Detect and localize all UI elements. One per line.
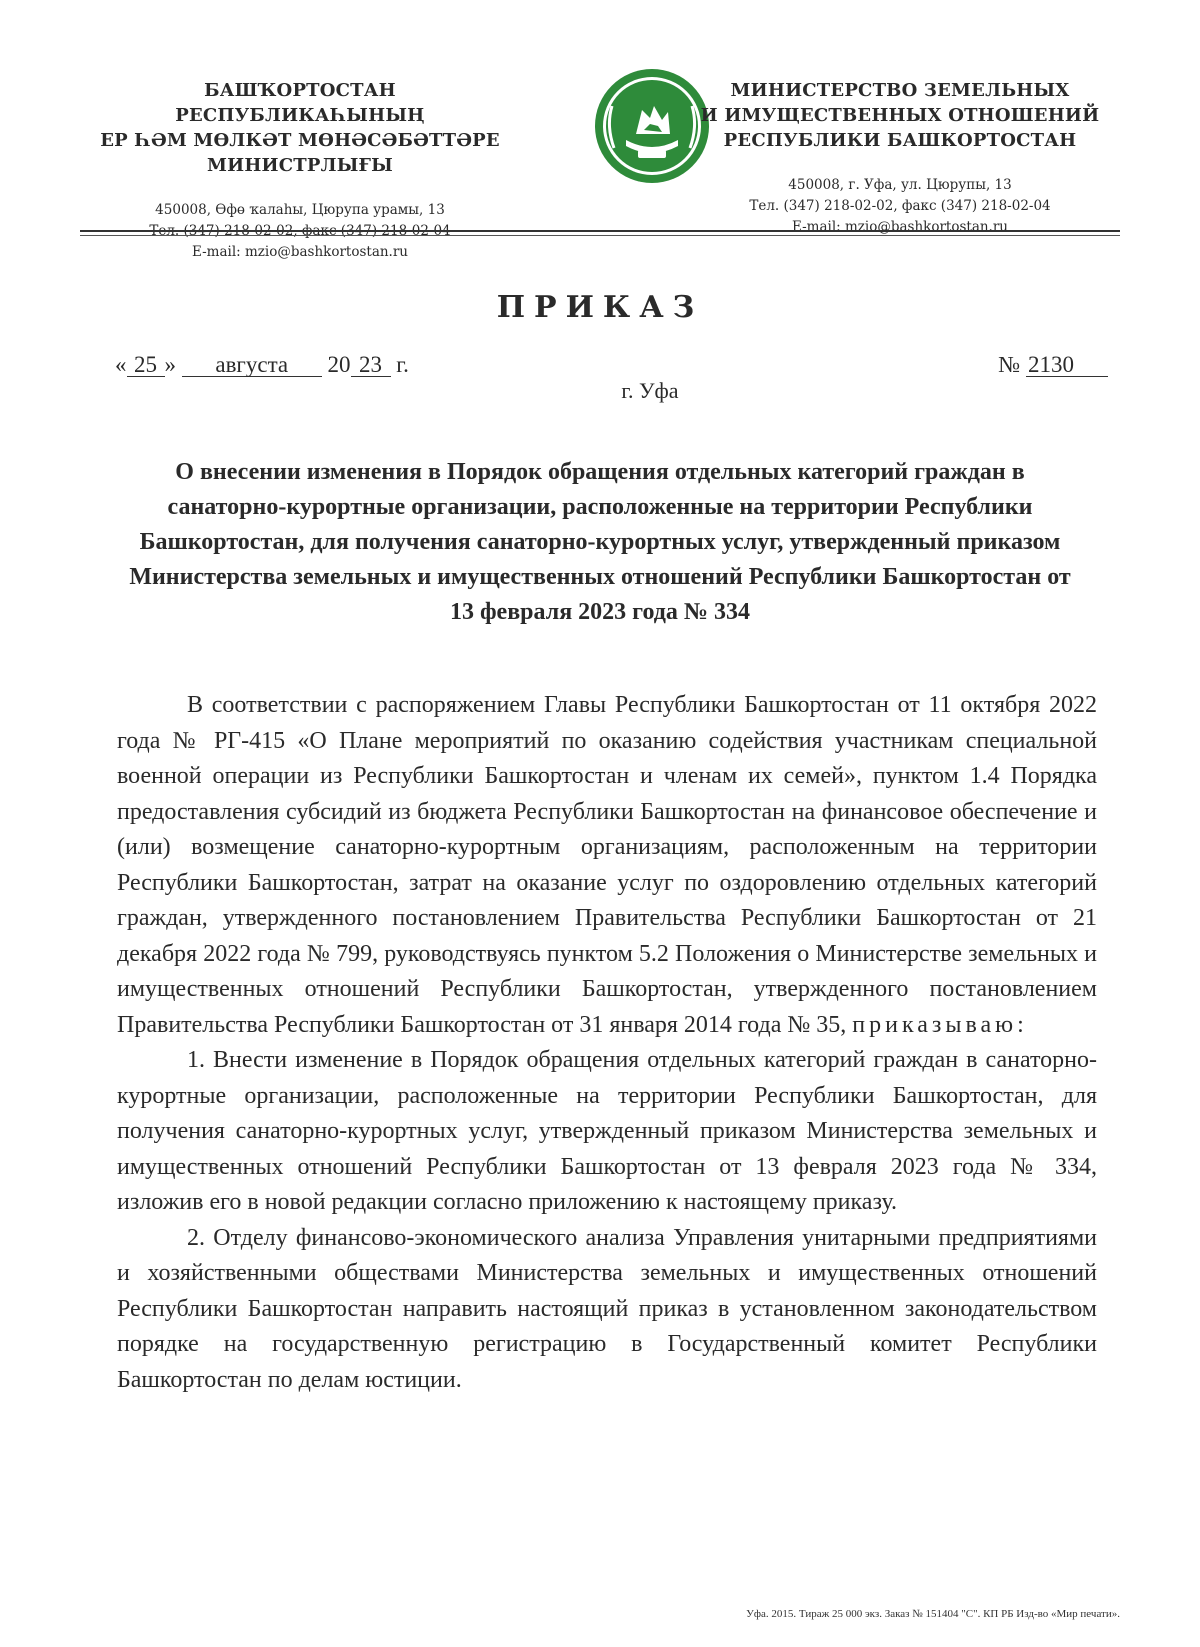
city: г. Уфа [621, 378, 679, 403]
date-year-mark: г. [396, 352, 409, 377]
letterhead [80, 78, 1120, 260]
org-line: МИНИСТЕРСТВО ЗЕМЕЛЬНЫХ [730, 80, 1070, 101]
email: E-mail: mzio@bashkortostan.ru [191, 244, 408, 260]
org-line: ЕР ҺӘМ МӨЛКӘТ МӨНӘСӘБӘТТӘРЕ [100, 130, 500, 151]
print-imprint: Уфа. 2015. Тираж 25 000 экз. Заказ № 151404 "С". КП РБ Изд-во «Мир печати». [746, 1608, 1120, 1620]
header-divider-thin [80, 235, 1120, 236]
preamble-text: В соответствии с распоряжением Главы Республики Башкортостан от 11 октября 2022 года № РГ-415 «О Плане мероприятий по оказанию содействия участникам специальной военной операции из Республики Башкортостан и членам их семей», пунктом 1.4 Порядка предоставления субсидий из бюджета Республики Башкортостан на финансовое обеспечение и (или) возмещение санаторно-курортным организациям, расположенным на территории Республики Башкортостан, затрат на оказание услуг по оздоровлению отдельных категорий граждан, утвержденного постановлением Правительства Республики Башкортостан от 21 декабря 2022 года № 799, руководствуясь пунктом 5.2 Положения о Министерстве земельных и имущественных отношений Республики Башкортостан, утвержденного постановлением Правительства Республики Башкортостан от 31 января 2014 года № 35, [117, 692, 1097, 1038]
document-title: ПРИКАЗ [496, 290, 704, 325]
date-open-quote: « [115, 352, 127, 377]
org-name-russian [680, 78, 1120, 153]
letterhead-russian [680, 78, 1120, 238]
date-year-prefix: 20 [327, 352, 351, 377]
address: 450008, г. Уфа, ул. Цюрупы, 13 [788, 177, 1012, 193]
org-line: И ИМУЩЕСТВЕННЫХ ОТНОШЕНИЙ [700, 105, 1100, 126]
order-number [998, 352, 1108, 378]
org-line: МИНИСТРЛЫҒЫ [206, 155, 393, 176]
order-body [117, 688, 1097, 1398]
order-word: приказываю: [852, 1011, 1028, 1038]
order-subject: О внесении изменения в Порядок обращения отдельных категорий граждан в санаторно-курортные организации, расположенные на территории Республики Башкортостан, для получения санаторно-курортных услуг, утвержденный приказом Министерства земельных и имущественных отношений Республики Башкортостан от 13 февраля 2023 года № 334 [129, 459, 1071, 625]
date-year-suffix: 23 [351, 354, 391, 377]
org-name-bashkir [80, 78, 520, 178]
header-divider [80, 230, 1120, 232]
date-month: августа [182, 354, 322, 377]
number-prefix: № [998, 352, 1021, 377]
date-day: 25 [127, 354, 165, 377]
item-2: 2. Отделу финансово-экономического анализа Управления унитарными предприятиями и хозяйственными обществами Министерства земельных и имущественных отношений Республики Башкортостан направить настоящий приказ в установленном законодательством порядке на государственную регистрацию в Государственный комитет Республики Башкортостан по делам юстиции. [117, 1224, 1097, 1393]
number-value: 2130 [1026, 354, 1108, 377]
preamble-paragraph [117, 688, 1097, 1043]
org-line: БАШҠОРТОСТАН РЕСПУБЛИКАҺЫНЫҢ [175, 80, 425, 126]
item-1: 1. Внести изменение в Порядок обращения отдельных категорий граждан в санаторно-курортные организации, расположенные на территории Республики Башкортостан, для получения санаторно-курортных услуг, утвержденный приказом Министерства земельных и имущественных отношений Республики Башкортостан от 13 февраля 2023 года № 334, изложив его в новой редакции согласно приложению к настоящему приказу. [117, 1047, 1097, 1215]
address: 450008, Өфө ҡалаһы, Цюрупа урамы, 13 [155, 202, 445, 218]
order-date [115, 352, 409, 378]
contacts-russian [680, 175, 1120, 238]
phone: Тел. (347) 218-02-02, факс (347) 218-02-04 [149, 223, 451, 239]
org-line: РЕСПУБЛИКИ БАШКОРТОСТАН [723, 130, 1077, 151]
email: E-mail: mzio@bashkortostan.ru [791, 219, 1008, 235]
date-close-quote: » [164, 352, 176, 377]
phone: Тел. (347) 218-02-02, факс (347) 218-02-04 [749, 198, 1051, 214]
